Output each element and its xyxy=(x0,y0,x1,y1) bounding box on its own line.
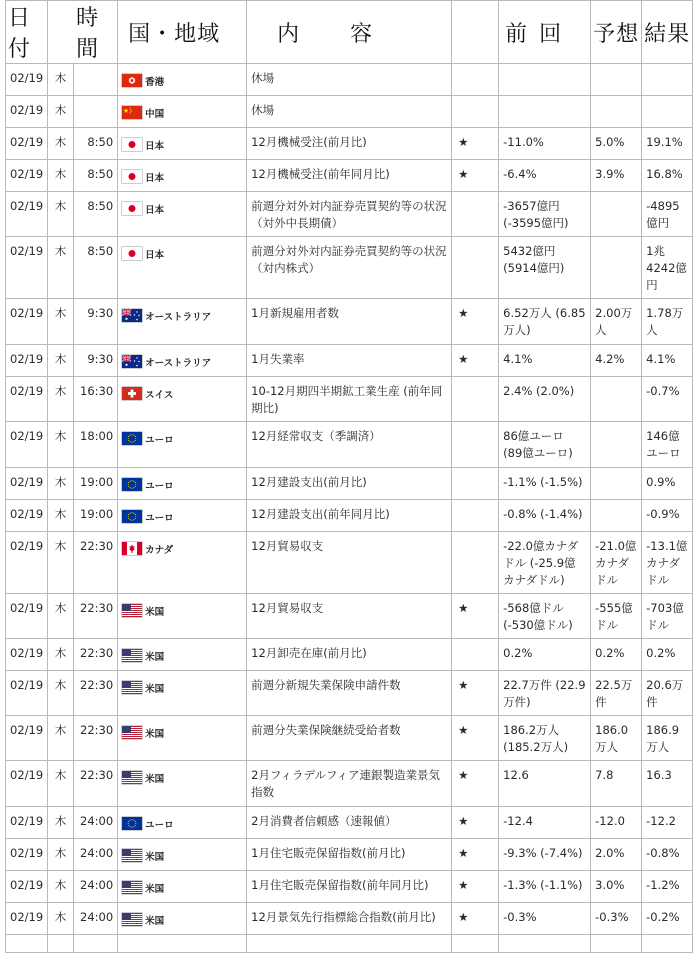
previous-cell: 12.6 xyxy=(499,761,591,807)
empty-cell xyxy=(247,935,452,953)
empty-cell xyxy=(452,935,499,953)
country-cell xyxy=(118,468,247,500)
country-name: 日本 xyxy=(145,141,165,152)
time-cell: 8:50 xyxy=(74,192,118,237)
time-cell: 22:30 xyxy=(74,761,118,807)
weekday-cell: 木 xyxy=(48,160,74,192)
date-cell: 02/19 xyxy=(6,839,48,871)
forecast-cell: 0.2% xyxy=(591,639,642,671)
time-cell: 22:30 xyxy=(74,532,118,594)
previous-cell: -11.0% xyxy=(499,128,591,160)
date-cell: 02/19 xyxy=(6,903,48,935)
forecast-cell: 5.0% xyxy=(591,128,642,160)
content-cell: 1月失業率 xyxy=(247,345,452,377)
previous-cell: -0.8% (-1.4%) xyxy=(499,500,591,532)
date-cell: 02/19 xyxy=(6,96,48,128)
time-cell: 22:30 xyxy=(74,671,118,716)
country-name: 米国 xyxy=(145,774,165,785)
previous-cell: 186.2万人 (185.2万人) xyxy=(499,716,591,761)
forecast-cell: 2.00万人 xyxy=(591,299,642,345)
forecast-cell: 4.2% xyxy=(591,345,642,377)
time-cell: 16:30 xyxy=(74,377,118,422)
forecast-cell xyxy=(591,64,642,96)
flag-cn-icon xyxy=(122,106,142,119)
content-cell: 12月建設支出(前月比) xyxy=(247,468,452,500)
flag-us-icon xyxy=(122,881,142,894)
country-cell xyxy=(118,237,247,299)
country-cell xyxy=(118,671,247,716)
forecast-cell xyxy=(591,377,642,422)
date-cell: 02/19 xyxy=(6,237,48,299)
time-cell: 22:30 xyxy=(74,639,118,671)
date-cell: 02/19 xyxy=(6,639,48,671)
weekday-cell: 木 xyxy=(48,237,74,299)
previous-cell: 5432億円 (5914億円) xyxy=(499,237,591,299)
weekday-cell: 木 xyxy=(48,807,74,839)
importance-star xyxy=(452,468,499,500)
importance-star xyxy=(452,639,499,671)
country-name: ユーロ xyxy=(145,820,174,831)
result-cell: 146億ユーロ xyxy=(642,422,693,468)
time-cell: 24:00 xyxy=(74,903,118,935)
date-cell: 02/19 xyxy=(6,871,48,903)
time-cell: 8:50 xyxy=(74,128,118,160)
content-cell: 1月住宅販売保留指数(前月比) xyxy=(247,839,452,871)
importance-star xyxy=(452,377,499,422)
flag-us-icon xyxy=(122,913,142,926)
previous-cell: 4.1% xyxy=(499,345,591,377)
country-cell xyxy=(118,299,247,345)
weekday-cell: 木 xyxy=(48,128,74,160)
date-cell: 02/19 xyxy=(6,192,48,237)
country-name: 米国 xyxy=(145,884,165,895)
forecast-cell: -21.0億カナダドル xyxy=(591,532,642,594)
result-cell xyxy=(642,96,693,128)
content-cell: 休場 xyxy=(247,64,452,96)
forecast-cell: 186.0万人 xyxy=(591,716,642,761)
forecast-cell: -0.3% xyxy=(591,903,642,935)
previous-cell xyxy=(499,96,591,128)
flag-us-icon xyxy=(122,771,142,784)
country-name: 米国 xyxy=(145,729,165,740)
country-name: カナダ xyxy=(145,545,174,556)
header-previous: 前回 xyxy=(499,1,591,64)
header-content: 内 容 xyxy=(247,1,452,64)
empty-cell xyxy=(499,935,591,953)
previous-cell: -568億ドル (-530億ドル) xyxy=(499,594,591,639)
previous-cell: -22.0億カナダドル (-25.9億カナダドル) xyxy=(499,532,591,594)
weekday-cell: 木 xyxy=(48,532,74,594)
date-cell: 02/19 xyxy=(6,377,48,422)
content-cell: 前週分対外対内証券売買契約等の状況（対内株式） xyxy=(247,237,452,299)
header-time: 時間 xyxy=(48,1,118,64)
country-cell xyxy=(118,128,247,160)
empty-cell xyxy=(118,935,247,953)
country-name: ユーロ xyxy=(145,481,174,492)
content-cell: 1月新規雇用者数 xyxy=(247,299,452,345)
forecast-cell xyxy=(591,500,642,532)
weekday-cell: 木 xyxy=(48,761,74,807)
previous-cell: 6.52万人 (6.85万人) xyxy=(499,299,591,345)
content-cell: 前週分対外対内証券売買契約等の状況（対外中長期債） xyxy=(247,192,452,237)
empty-cell xyxy=(48,935,74,953)
country-cell xyxy=(118,871,247,903)
forecast-cell: 2.0% xyxy=(591,839,642,871)
content-cell: 2月フィラデルフィア連銀製造業景気指数 xyxy=(247,761,452,807)
result-cell: -0.8% xyxy=(642,839,693,871)
table-row xyxy=(6,807,693,839)
table-row xyxy=(6,500,693,532)
result-cell: 16.8% xyxy=(642,160,693,192)
flag-us-icon xyxy=(122,849,142,862)
country-cell xyxy=(118,532,247,594)
date-cell: 02/19 xyxy=(6,64,48,96)
time-cell: 24:00 xyxy=(74,839,118,871)
weekday-cell: 木 xyxy=(48,468,74,500)
country-name: ユーロ xyxy=(145,435,174,446)
forecast-cell xyxy=(591,192,642,237)
table-row xyxy=(6,716,693,761)
content-cell: 12月建設支出(前年同月比) xyxy=(247,500,452,532)
weekday-cell: 木 xyxy=(48,671,74,716)
importance-star xyxy=(452,96,499,128)
time-cell: 19:00 xyxy=(74,500,118,532)
result-cell xyxy=(642,64,693,96)
weekday-cell: 木 xyxy=(48,377,74,422)
result-cell: -0.7% xyxy=(642,377,693,422)
header-country: 国・地域 xyxy=(118,1,247,64)
country-name: 日本 xyxy=(145,250,165,261)
content-cell: 12月機械受注(前年同月比) xyxy=(247,160,452,192)
empty-cell xyxy=(6,935,48,953)
content-cell: 12月機械受注(前月比) xyxy=(247,128,452,160)
country-name: 米国 xyxy=(145,852,165,863)
date-cell: 02/19 xyxy=(6,468,48,500)
result-cell: 0.9% xyxy=(642,468,693,500)
date-cell: 02/19 xyxy=(6,807,48,839)
table-row xyxy=(6,96,693,128)
table-row xyxy=(6,377,693,422)
content-cell: 1月住宅販売保留指数(前年同月比) xyxy=(247,871,452,903)
forecast-cell xyxy=(591,422,642,468)
time-cell: 8:50 xyxy=(74,160,118,192)
importance-star xyxy=(452,532,499,594)
table-row xyxy=(6,594,693,639)
previous-cell: 22.7万件 (22.9万件) xyxy=(499,671,591,716)
weekday-cell: 木 xyxy=(48,64,74,96)
time-cell: 22:30 xyxy=(74,716,118,761)
table-row xyxy=(6,468,693,500)
country-cell xyxy=(118,96,247,128)
table-row xyxy=(6,345,693,377)
result-cell: -1.2% xyxy=(642,871,693,903)
content-cell: 2月消費者信頼感（速報値） xyxy=(247,807,452,839)
importance-star xyxy=(452,500,499,532)
content-cell: 10-12月期四半期鉱工業生産 (前年同期比) xyxy=(247,377,452,422)
country-cell xyxy=(118,761,247,807)
country-cell xyxy=(118,345,247,377)
table-row xyxy=(6,192,693,237)
table-row xyxy=(6,532,693,594)
weekday-cell: 木 xyxy=(48,839,74,871)
forecast-cell: -12.0 xyxy=(591,807,642,839)
flag-eu-icon xyxy=(122,510,142,523)
flag-eu-icon xyxy=(122,817,142,830)
weekday-cell: 木 xyxy=(48,192,74,237)
flag-eu-icon xyxy=(122,478,142,491)
country-name: 米国 xyxy=(145,684,165,695)
importance-star: ★ xyxy=(452,839,499,871)
flag-hk-icon xyxy=(122,74,142,87)
previous-cell: -0.3% xyxy=(499,903,591,935)
date-cell: 02/19 xyxy=(6,160,48,192)
content-cell: 前週分新規失業保険申請件数 xyxy=(247,671,452,716)
flag-au-icon xyxy=(122,309,142,322)
header-importance xyxy=(452,1,499,64)
table-row xyxy=(6,903,693,935)
previous-cell xyxy=(499,64,591,96)
previous-cell: -9.3% (-7.4%) xyxy=(499,839,591,871)
previous-cell: -1.1% (-1.5%) xyxy=(499,468,591,500)
country-name: オーストラリア xyxy=(145,312,212,323)
table-row-empty xyxy=(6,935,693,953)
time-cell: 18:00 xyxy=(74,422,118,468)
flag-us-icon xyxy=(122,649,142,662)
importance-star: ★ xyxy=(452,128,499,160)
result-cell: 0.2% xyxy=(642,639,693,671)
empty-cell xyxy=(642,935,693,953)
importance-star: ★ xyxy=(452,345,499,377)
importance-star: ★ xyxy=(452,871,499,903)
table-row xyxy=(6,160,693,192)
country-name: 香港 xyxy=(145,77,165,88)
country-cell xyxy=(118,639,247,671)
weekday-cell: 木 xyxy=(48,345,74,377)
country-cell xyxy=(118,594,247,639)
table-row xyxy=(6,128,693,160)
weekday-cell: 木 xyxy=(48,871,74,903)
flag-jp-icon xyxy=(122,202,142,215)
weekday-cell: 木 xyxy=(48,422,74,468)
table-row xyxy=(6,422,693,468)
table-row xyxy=(6,761,693,807)
time-cell xyxy=(74,96,118,128)
flag-jp-icon xyxy=(122,247,142,260)
flag-eu-icon xyxy=(122,432,142,445)
flag-au-icon xyxy=(122,355,142,368)
weekday-cell: 木 xyxy=(48,96,74,128)
table-row xyxy=(6,237,693,299)
date-cell: 02/19 xyxy=(6,671,48,716)
importance-star xyxy=(452,64,499,96)
country-cell xyxy=(118,160,247,192)
content-cell: 12月卸売在庫(前月比) xyxy=(247,639,452,671)
flag-jp-icon xyxy=(122,138,142,151)
time-cell: 22:30 xyxy=(74,594,118,639)
country-name: オーストラリア xyxy=(145,358,212,369)
header-date: 日付 xyxy=(6,1,48,64)
date-cell: 02/19 xyxy=(6,128,48,160)
weekday-cell: 木 xyxy=(48,639,74,671)
result-cell: 1.78万人 xyxy=(642,299,693,345)
importance-star: ★ xyxy=(452,299,499,345)
table-row xyxy=(6,299,693,345)
header-forecast: 予想 xyxy=(591,1,642,64)
time-cell: 24:00 xyxy=(74,807,118,839)
content-cell: 12月貿易収支 xyxy=(247,532,452,594)
country-cell xyxy=(118,377,247,422)
country-name: スイス xyxy=(145,390,174,401)
previous-cell: -3657億円 (-3595億円) xyxy=(499,192,591,237)
forecast-cell: 7.8 xyxy=(591,761,642,807)
country-name: 日本 xyxy=(145,173,165,184)
importance-star: ★ xyxy=(452,594,499,639)
previous-cell: 86億ユーロ (89億ユーロ) xyxy=(499,422,591,468)
flag-us-icon xyxy=(122,726,142,739)
previous-cell: -6.4% xyxy=(499,160,591,192)
country-cell xyxy=(118,716,247,761)
date-cell: 02/19 xyxy=(6,345,48,377)
content-cell: 12月経常収支（季調済） xyxy=(247,422,452,468)
flag-ch-icon xyxy=(122,387,142,400)
country-cell xyxy=(118,422,247,468)
time-cell xyxy=(74,64,118,96)
date-cell: 02/19 xyxy=(6,500,48,532)
importance-star xyxy=(452,237,499,299)
previous-cell: 0.2% xyxy=(499,639,591,671)
result-cell: -703億ドル xyxy=(642,594,693,639)
time-cell: 8:50 xyxy=(74,237,118,299)
empty-cell xyxy=(591,935,642,953)
table-row xyxy=(6,639,693,671)
time-cell: 9:30 xyxy=(74,345,118,377)
country-cell xyxy=(118,500,247,532)
table-row xyxy=(6,871,693,903)
weekday-cell: 木 xyxy=(48,903,74,935)
result-cell: -4895億円 xyxy=(642,192,693,237)
flag-ca-icon xyxy=(122,542,142,555)
result-cell: -0.2% xyxy=(642,903,693,935)
forecast-cell xyxy=(591,468,642,500)
country-name: 米国 xyxy=(145,607,165,618)
country-name: 米国 xyxy=(145,916,165,927)
flag-us-icon xyxy=(122,681,142,694)
country-name: 日本 xyxy=(145,205,165,216)
result-cell: -12.2 xyxy=(642,807,693,839)
date-cell: 02/19 xyxy=(6,594,48,639)
date-cell: 02/19 xyxy=(6,422,48,468)
weekday-cell: 木 xyxy=(48,594,74,639)
content-cell: 12月貿易収支 xyxy=(247,594,452,639)
content-cell: 前週分失業保険継続受給者数 xyxy=(247,716,452,761)
country-name: 米国 xyxy=(145,652,165,663)
header-row xyxy=(6,1,693,64)
result-cell: -0.9% xyxy=(642,500,693,532)
date-cell: 02/19 xyxy=(6,532,48,594)
empty-cell xyxy=(74,935,118,953)
previous-cell: -12.4 xyxy=(499,807,591,839)
result-cell: 20.6万件 xyxy=(642,671,693,716)
country-name: ユーロ xyxy=(145,513,174,524)
result-cell: -13.1億カナダドル xyxy=(642,532,693,594)
previous-cell: -1.3% (-1.1%) xyxy=(499,871,591,903)
previous-cell: 2.4% (2.0%) xyxy=(499,377,591,422)
importance-star: ★ xyxy=(452,761,499,807)
result-cell: 16.3 xyxy=(642,761,693,807)
country-cell xyxy=(118,807,247,839)
table-row xyxy=(6,64,693,96)
importance-star xyxy=(452,192,499,237)
time-cell: 9:30 xyxy=(74,299,118,345)
importance-star: ★ xyxy=(452,160,499,192)
date-cell: 02/19 xyxy=(6,716,48,761)
economic-calendar-table xyxy=(5,0,693,953)
importance-star: ★ xyxy=(452,671,499,716)
result-cell: 19.1% xyxy=(642,128,693,160)
content-cell: 休場 xyxy=(247,96,452,128)
result-cell: 186.9万人 xyxy=(642,716,693,761)
importance-star: ★ xyxy=(452,807,499,839)
country-cell xyxy=(118,64,247,96)
flag-us-icon xyxy=(122,604,142,617)
forecast-cell: 3.9% xyxy=(591,160,642,192)
forecast-cell: -555億ドル xyxy=(591,594,642,639)
weekday-cell: 木 xyxy=(48,299,74,345)
table-row xyxy=(6,839,693,871)
result-cell: 1兆4242億円 xyxy=(642,237,693,299)
forecast-cell xyxy=(591,96,642,128)
importance-star xyxy=(452,422,499,468)
forecast-cell: 3.0% xyxy=(591,871,642,903)
country-cell xyxy=(118,839,247,871)
importance-star: ★ xyxy=(452,903,499,935)
country-name: 中国 xyxy=(145,109,165,120)
time-cell: 24:00 xyxy=(74,871,118,903)
table-row xyxy=(6,671,693,716)
country-cell xyxy=(118,903,247,935)
importance-star: ★ xyxy=(452,716,499,761)
weekday-cell: 木 xyxy=(48,716,74,761)
header-result: 結果 xyxy=(642,1,693,64)
flag-jp-icon xyxy=(122,170,142,183)
weekday-cell: 木 xyxy=(48,500,74,532)
forecast-cell xyxy=(591,237,642,299)
country-cell xyxy=(118,192,247,237)
date-cell: 02/19 xyxy=(6,761,48,807)
content-cell: 12月景気先行指標総合指数(前月比) xyxy=(247,903,452,935)
date-cell: 02/19 xyxy=(6,299,48,345)
time-cell: 19:00 xyxy=(74,468,118,500)
forecast-cell: 22.5万件 xyxy=(591,671,642,716)
result-cell: 4.1% xyxy=(642,345,693,377)
